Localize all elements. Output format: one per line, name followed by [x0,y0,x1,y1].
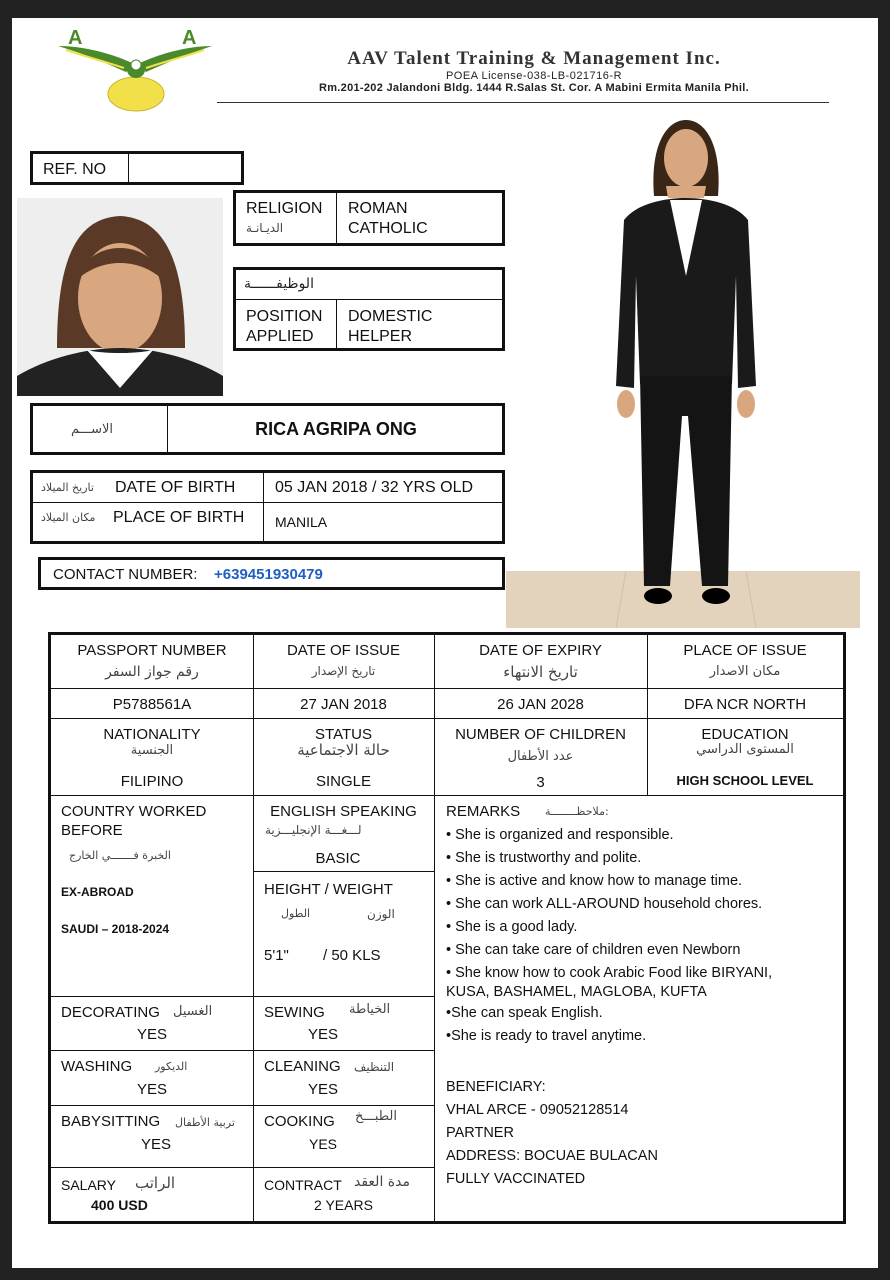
issue-date: 27 JAN 2018 [300,696,387,713]
contract-label: CONTRACT [264,1177,342,1193]
remark-item: •She is ready to travel anytime. [446,1028,647,1044]
remark-item: KUSA, BASHAMEL, MAGLOBA, KUFTA [446,984,707,1000]
status-arabic: حالة الاجتماعية [297,741,390,759]
dob-value: 05 JAN 2018 / 32 YRS OLD [275,479,474,496]
passport-number-label: PASSPORT NUMBER [77,642,227,659]
nationality: FILIPINO [120,773,184,790]
children-label: NUMBER OF CHILDREN [455,726,626,743]
beneficiary-relation: PARTNER [446,1125,514,1141]
remark-item: •She can speak English. [446,1005,603,1021]
english-arabic: لـــغـــة الإنجليـــزية [265,823,362,837]
ref-no-box [30,151,244,185]
babysitting-arabic: تربية الأطفال [175,1116,235,1129]
children: 3 [536,774,545,791]
passport-number: P5788561A [112,696,192,713]
company-address: Rm.201-202 Jalandoni Bldg. 1444 R.Salas St. Cor. A Mabini Ermita Manila Phil. [318,82,750,94]
washing-label: WASHING [61,1058,133,1075]
experience-line-2: SAUDI – 2018-2024 [61,922,170,936]
washing-arabic: الديكور [155,1060,188,1073]
washing-value: YES [136,1081,167,1098]
babysitting-label: BABYSITTING [61,1113,161,1130]
height-value: 5'1" [264,947,289,964]
experience-label-2: BEFORE [61,822,123,839]
religion-value-2: CATHOLIC [348,220,428,237]
vaccination-status: FULLY VACCINATED [446,1171,586,1187]
poea-license: POEA License-038-LB-021716-R [445,70,623,82]
religion-arabic: الديـانـة [246,221,284,235]
decorating-label: DECORATING [61,1004,160,1021]
issue-place-label: PLACE OF ISSUE [683,642,807,659]
children-arabic: عدد الأطفال [507,749,574,764]
issue-place: DFA NCR NORTH [683,696,807,713]
remark-item: • She is trustworthy and polite. [446,850,642,866]
details-table [48,632,846,1224]
experience-label-1: COUNTRY WORKED [61,803,207,820]
remark-item: • She is a good lady. [446,919,578,935]
religion-label: RELIGION [246,200,323,217]
education: HIGH SCHOOL LEVEL [676,773,814,788]
salary-value: 400 USD [91,1197,148,1213]
experience-arabic: الخبرة فـــــــي الخارج [69,849,171,862]
expiry-date-label: DATE OF EXPIRY [479,642,602,659]
nationality-label: NATIONALITY [103,726,201,743]
issue-date-arabic: تاريخ الإصدار [311,664,376,678]
portrait-photo [17,198,223,396]
cleaning-arabic: التنظيف [354,1060,395,1074]
status: SINGLE [315,773,372,790]
contract-value: 2 YEARS [314,1197,373,1213]
beneficiary-block [446,1076,841,1191]
pob-label: PLACE OF BIRTH [113,509,245,526]
experience-line-1: EX-ABROAD [61,885,134,899]
beneficiary-address: ADDRESS: BOCUAE BULACAN [446,1148,658,1164]
salary-label: SALARY [61,1177,116,1193]
dob-arabic: تاريخ الميلاد [41,481,94,494]
remark-item: • She can take care of children even Newborn [446,942,741,958]
remark-item: • She can work ALL-AROUND household chores. [446,896,763,912]
pob-arabic: مكان الميلاد [41,511,96,524]
full-body-person-icon [506,116,860,628]
expiry-date: 26 JAN 2028 [497,696,584,713]
position-arabic: الوظيفــــــة [244,276,314,292]
remark-item: • She is active and know how to manage time. [446,873,743,889]
biodata-sheet [12,18,878,1268]
full-body-photo [506,116,860,628]
company-logo [54,24,214,116]
decorating-arabic: الغسيل [173,1004,213,1019]
cooking-label: COOKING [264,1113,335,1130]
issue-place-arabic: مكان الاصدار [709,664,781,679]
remarks-arabic: ملاحظــــــــة: [545,805,609,818]
name-value: RICA AGRIPA ONG [255,419,417,439]
decorating-value: YES [136,1026,167,1043]
cleaning-label: CLEANING [264,1058,341,1075]
pob-value: MANILA [275,514,328,530]
contact-value: +639451930479 [214,566,323,583]
height-weight-label: HEIGHT / WEIGHT [264,881,393,898]
dob-label: DATE OF BIRTH [115,479,236,496]
sewing-arabic: الخياطة [349,1002,391,1017]
religion-value-1: ROMAN [348,200,408,217]
name-arabic: الاســـم [71,422,113,437]
ref-no-label: REF. NO [43,161,107,178]
passport-number-arabic: رقم جواز السفر [105,664,199,680]
babysitting-value: YES [140,1136,171,1153]
name-box [30,403,505,455]
remarks-list [446,824,841,1048]
contact-box [38,557,505,590]
english-level: BASIC [315,850,361,867]
education-arabic: المستوى الدراسي [696,742,794,757]
sewing-value: YES [307,1026,338,1043]
position-box [233,267,505,351]
weight-value: / 50 KLS [323,947,381,964]
header-divider [217,102,829,103]
cleaning-value: YES [307,1081,338,1098]
weight-arabic: الوزن [367,907,395,921]
contract-arabic: مدة العقد [354,1174,410,1190]
salary-arabic: الراتب [135,1174,176,1192]
cooking-value: YES [308,1136,337,1152]
status-label: STATUS [315,726,372,743]
religion-box [233,190,505,246]
remark-item: • She know how to cook Arabic Food like BIRYANI, [446,965,773,981]
position-label-2: APPLIED [246,328,314,345]
nationality-arabic: الجنسية [130,743,174,758]
beneficiary-name: VHAL ARCE - 09052128514 [446,1102,629,1118]
education-label: EDUCATION [701,726,789,743]
sewing-label: SEWING [264,1004,325,1021]
remarks-label: REMARKS [446,803,521,820]
position-value-1: DOMESTIC [348,308,433,325]
cooking-arabic: الطبـــخ [355,1109,397,1124]
birth-box [30,470,505,544]
remark-item: • She is organized and responsible. [446,827,674,843]
position-value-2: HELPER [348,328,413,345]
beneficiary-label: BENEFICIARY: [446,1079,546,1095]
position-label-1: POSITION [246,308,323,325]
height-arabic: الطول [281,907,311,920]
issue-date-label: DATE OF ISSUE [286,642,401,659]
logo-letter-left: A [68,27,83,49]
company-name: AAV Talent Training & Management Inc. [347,48,721,69]
eagle-logo-icon [54,24,214,116]
english-label: ENGLISH SPEAKING [270,803,417,820]
expiry-date-arabic: تاريخ الانتهاء [503,663,578,681]
logo-letter-right: A [182,27,197,49]
portrait-person-icon [17,198,223,396]
contact-label: CONTACT NUMBER: [53,566,198,583]
